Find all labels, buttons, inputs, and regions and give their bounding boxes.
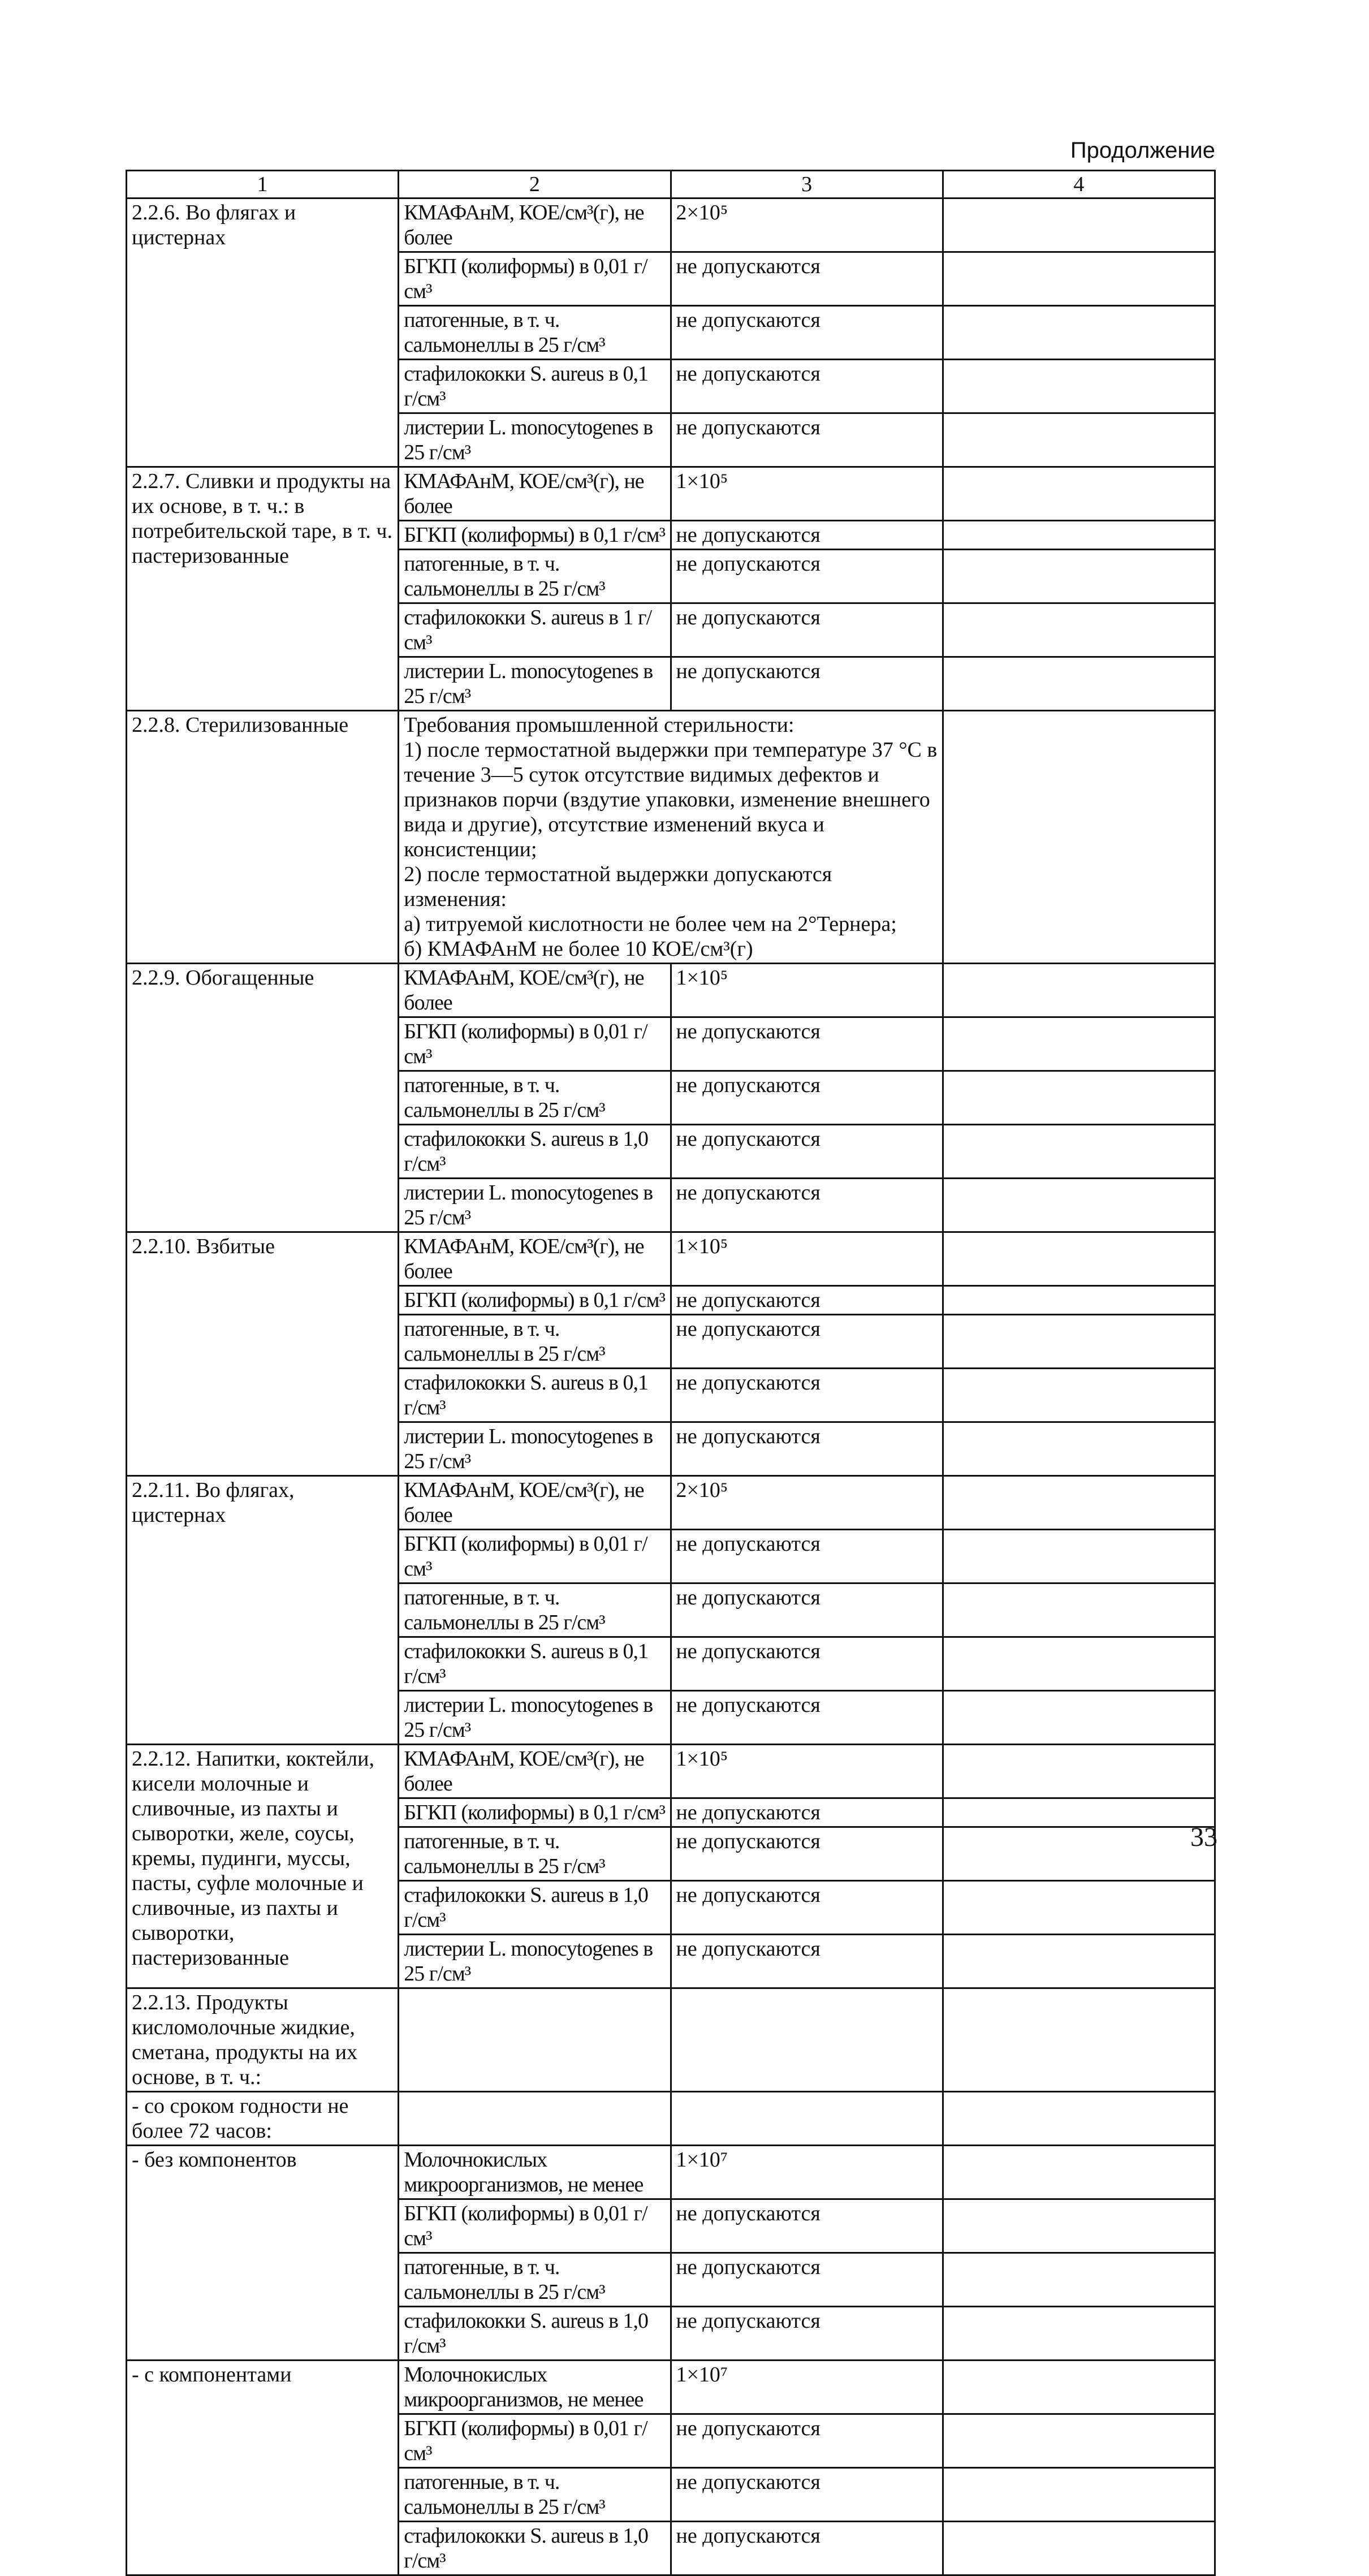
indicator-cell: стафилококки S. aureus в 0,1 г/см³ bbox=[399, 1637, 671, 1691]
empty-cell bbox=[943, 1583, 1215, 1637]
indicator-cell: БГКП (колиформы) в 0,01 г/см³ bbox=[399, 252, 671, 306]
column-number-2: 2 bbox=[399, 171, 671, 199]
empty-cell bbox=[943, 1881, 1215, 1935]
norm-value-cell: не допускаются bbox=[671, 550, 943, 603]
empty-cell bbox=[943, 1422, 1215, 1476]
empty-cell bbox=[943, 2146, 1215, 2199]
empty-cell bbox=[943, 2468, 1215, 2522]
indicator-cell: патогенные, в т. ч. сальмонеллы в 25 г/см³ bbox=[399, 2468, 671, 2522]
product-cell: 2.2.8. Стерилизованные bbox=[127, 711, 399, 964]
empty-cell bbox=[943, 1232, 1215, 1286]
indicator-cell: листерии L. monocytogenes в 25 г/см³ bbox=[399, 1422, 671, 1476]
norm-value-cell: не допускаются bbox=[671, 1827, 943, 1881]
norm-value-cell: 1×10⁷ bbox=[671, 2361, 943, 2414]
product-cell: 2.2.6. Во флягах и цистернах bbox=[127, 199, 399, 467]
norm-value-cell: не допускаются bbox=[671, 1881, 943, 1935]
empty-cell bbox=[943, 603, 1215, 657]
empty-cell bbox=[943, 550, 1215, 603]
norm-value-cell: не допускаются bbox=[671, 1179, 943, 1232]
indicator-cell: листерии L. monocytogenes в 25 г/см³ bbox=[399, 413, 671, 467]
column-number-row bbox=[127, 171, 1215, 199]
norm-value-cell: 1×10⁷ bbox=[671, 2146, 943, 2199]
norm-value-cell: не допускаются bbox=[671, 1422, 943, 1476]
norm-value-cell: не допускаются bbox=[671, 1071, 943, 1125]
empty-cell bbox=[943, 657, 1215, 711]
norm-value-cell: не допускаются bbox=[671, 1125, 943, 1179]
product-cell: 2.2.11. Во флягах, цистернах bbox=[127, 1476, 399, 1745]
indicator-cell: КМАФАнМ, КОЕ/см³(г), не более bbox=[399, 1476, 671, 1530]
norm-value-cell: не допускаются bbox=[671, 2199, 943, 2253]
norm-value-cell: не допускаются bbox=[671, 1691, 943, 1745]
table-row bbox=[127, 1232, 1215, 1286]
empty-cell bbox=[943, 2092, 1215, 2146]
norm-value-cell: не допускаются bbox=[671, 2522, 943, 2575]
column-number-3: 3 bbox=[671, 171, 943, 199]
norm-value-cell: не допускаются bbox=[671, 252, 943, 306]
norm-value-cell: 1×10⁵ bbox=[671, 1745, 943, 1798]
product-cell: - со сроком годности не более 72 часов: bbox=[127, 2092, 399, 2146]
norm-value-cell: не допускаются bbox=[671, 2253, 943, 2307]
empty-cell bbox=[943, 2199, 1215, 2253]
indicator-cell: БГКП (колиформы) в 0,01 г/см³ bbox=[399, 2414, 671, 2468]
indicator-cell: патогенные, в т. ч. сальмонеллы в 25 г/см³ bbox=[399, 1315, 671, 1369]
empty-cell bbox=[943, 1988, 1215, 2092]
norm-value-cell: 1×10⁵ bbox=[671, 467, 943, 521]
empty-cell bbox=[943, 1315, 1215, 1369]
norm-value-cell: не допускаются bbox=[671, 413, 943, 467]
empty-cell bbox=[943, 1798, 1215, 1827]
empty-cell bbox=[399, 2092, 671, 2146]
norm-value-cell: 2×10⁵ bbox=[671, 1476, 943, 1530]
table-body bbox=[127, 199, 1215, 2575]
norm-value-cell: не допускаются bbox=[671, 1369, 943, 1422]
indicator-cell: КМАФАнМ, КОЕ/см³(г), не более bbox=[399, 1745, 671, 1798]
product-cell: - без компонентов bbox=[127, 2146, 399, 2361]
product-cell: 2.2.10. Взбитые bbox=[127, 1232, 399, 1476]
empty-cell bbox=[943, 1286, 1215, 1315]
empty-cell bbox=[943, 252, 1215, 306]
empty-cell bbox=[943, 199, 1215, 252]
norm-value-cell: не допускаются bbox=[671, 2414, 943, 2468]
continuation-label: Продолжение bbox=[1070, 138, 1215, 163]
indicator-cell: патогенные, в т. ч. сальмонеллы в 25 г/см³ bbox=[399, 306, 671, 360]
column-number-4: 4 bbox=[943, 171, 1215, 199]
indicator-cell: листерии L. monocytogenes в 25 г/см³ bbox=[399, 1935, 671, 1988]
norm-value-cell: не допускаются bbox=[671, 1530, 943, 1583]
table-row bbox=[127, 1988, 1215, 2092]
norm-value-cell: не допускаются bbox=[671, 603, 943, 657]
indicator-cell: Молочнокислых микроорганизмов, не менее bbox=[399, 2361, 671, 2414]
norm-value-cell: не допускаются bbox=[671, 1286, 943, 1315]
indicator-cell: стафилококки S. aureus в 1,0 г/см³ bbox=[399, 1881, 671, 1935]
requirements-text-cell: Требования промышленной стерильности: 1) после термостатной выдержки при температуре 37 °С в течение 3—5 суток отсутствие видимых дефектов и признаков порчи (вздутие упаковки, изменение внешнего вида и другие), отсутствие изменений вкуса и консистенции; 2) после термостатной выдержки допускаются изменения: а) титруемой кислотности не более чем на 2°Тернера; б) КМАФАнМ не более 10 КОЕ/см³(г) bbox=[399, 711, 943, 964]
indicator-cell: Молочнокислых микроорганизмов, не менее bbox=[399, 2146, 671, 2199]
table-row bbox=[127, 467, 1215, 521]
indicator-cell: листерии L. monocytogenes в 25 г/см³ bbox=[399, 657, 671, 711]
norm-value-cell: не допускаются bbox=[671, 2307, 943, 2361]
empty-cell bbox=[943, 1369, 1215, 1422]
empty-cell bbox=[943, 711, 1215, 964]
product-cell: 2.2.9. Обогащенные bbox=[127, 964, 399, 1232]
norm-value-cell: не допускаются bbox=[671, 360, 943, 413]
indicator-cell: патогенные, в т. ч. сальмонеллы в 25 г/см³ bbox=[399, 2253, 671, 2307]
norm-value-cell: 1×10⁵ bbox=[671, 1232, 943, 1286]
empty-cell bbox=[943, 360, 1215, 413]
table-row bbox=[127, 2361, 1215, 2414]
indicator-cell: патогенные, в т. ч. сальмонеллы в 25 г/см³ bbox=[399, 1827, 671, 1881]
indicator-cell: КМАФАнМ, КОЕ/см³(г), не более bbox=[399, 964, 671, 1017]
empty-cell bbox=[943, 1935, 1215, 1988]
empty-cell bbox=[943, 306, 1215, 360]
norm-value-cell: не допускаются bbox=[671, 521, 943, 550]
indicator-cell: листерии L. monocytogenes в 25 г/см³ bbox=[399, 1691, 671, 1745]
table-row bbox=[127, 2146, 1215, 2199]
empty-cell bbox=[399, 1988, 671, 2092]
norm-value-cell: не допускаются bbox=[671, 306, 943, 360]
indicator-cell: БГКП (колиформы) в 0,01 г/см³ bbox=[399, 1530, 671, 1583]
empty-cell bbox=[943, 1476, 1215, 1530]
table-row bbox=[127, 199, 1215, 252]
norm-value-cell: не допускаются bbox=[671, 1315, 943, 1369]
indicator-cell: патогенные, в т. ч. сальмонеллы в 25 г/см³ bbox=[399, 550, 671, 603]
empty-cell bbox=[671, 2092, 943, 2146]
norm-value-cell: не допускаются bbox=[671, 657, 943, 711]
norm-value-cell: не допускаются bbox=[671, 1935, 943, 1988]
norm-value-cell: не допускаются bbox=[671, 2468, 943, 2522]
table-row bbox=[127, 964, 1215, 1017]
indicator-cell: БГКП (колиформы) в 0,01 г/см³ bbox=[399, 1017, 671, 1071]
empty-cell bbox=[943, 1125, 1215, 1179]
requirements-table bbox=[126, 170, 1216, 2576]
indicator-cell: КМАФАнМ, КОЕ/см³(г), не более bbox=[399, 467, 671, 521]
table-row bbox=[127, 711, 1215, 964]
empty-cell bbox=[943, 1017, 1215, 1071]
empty-cell bbox=[943, 1691, 1215, 1745]
indicator-cell: стафилококки S. aureus в 1,0 г/см³ bbox=[399, 1125, 671, 1179]
empty-cell bbox=[943, 2253, 1215, 2307]
empty-cell bbox=[943, 964, 1215, 1017]
table-row bbox=[127, 1476, 1215, 1530]
indicator-cell: стафилококки S. aureus в 1 г/см³ bbox=[399, 603, 671, 657]
empty-cell bbox=[943, 1530, 1215, 1583]
indicator-cell: стафилококки S. aureus в 1,0 г/см³ bbox=[399, 2522, 671, 2575]
empty-cell bbox=[943, 2414, 1215, 2468]
indicator-cell: БГКП (колиформы) в 0,1 г/см³ bbox=[399, 1286, 671, 1315]
indicator-cell: стафилококки S. aureus в 1,0 г/см³ bbox=[399, 2307, 671, 2361]
empty-cell bbox=[943, 1745, 1215, 1798]
indicator-cell: стафилококки S. aureus в 0,1 г/см³ bbox=[399, 1369, 671, 1422]
product-cell: 2.2.13. Продукты кисломолочные жидкие, сметана, продукты на их основе, в т. ч.: bbox=[127, 1988, 399, 2092]
indicator-cell: патогенные, в т. ч. сальмонеллы в 25 г/см³ bbox=[399, 1583, 671, 1637]
indicator-cell: листерии L. monocytogenes в 25 г/см³ bbox=[399, 1179, 671, 1232]
indicator-cell: БГКП (колиформы) в 0,01 г/см³ bbox=[399, 2199, 671, 2253]
column-number-1: 1 bbox=[127, 171, 399, 199]
norm-value-cell: не допускаются bbox=[671, 1017, 943, 1071]
indicator-cell: патогенные, в т. ч. сальмонеллы в 25 г/см³ bbox=[399, 1071, 671, 1125]
empty-cell bbox=[943, 521, 1215, 550]
indicator-cell: КМАФАнМ, КОЕ/см³(г), не более bbox=[399, 1232, 671, 1286]
norm-value-cell: не допускаются bbox=[671, 1798, 943, 1827]
empty-cell bbox=[943, 2307, 1215, 2361]
table-row bbox=[127, 1745, 1215, 1798]
empty-cell bbox=[943, 413, 1215, 467]
empty-cell bbox=[943, 1179, 1215, 1232]
empty-cell bbox=[943, 1827, 1215, 1881]
product-cell: 2.2.12. Напитки, коктейли, кисели молочные и сливочные, из пахты и сыворотки, желе, соусы, кремы, пудинги, муссы, пасты, суфле молочные и сливочные, из пахты и сыворотки, пастеризованные bbox=[127, 1745, 399, 1988]
empty-cell bbox=[943, 467, 1215, 521]
empty-cell bbox=[943, 1637, 1215, 1691]
product-cell: - с компонентами bbox=[127, 2361, 399, 2575]
empty-cell bbox=[943, 2361, 1215, 2414]
indicator-cell: БГКП (колиформы) в 0,1 г/см³ bbox=[399, 1798, 671, 1827]
norm-value-cell: не допускаются bbox=[671, 1583, 943, 1637]
norm-value-cell: 1×10⁵ bbox=[671, 964, 943, 1017]
empty-cell bbox=[943, 2522, 1215, 2575]
indicator-cell: БГКП (колиформы) в 0,1 г/см³ bbox=[399, 521, 671, 550]
page-number: 33 bbox=[1190, 1822, 1217, 1852]
norm-value-cell: 2×10⁵ bbox=[671, 199, 943, 252]
empty-cell bbox=[671, 1988, 943, 2092]
indicator-cell: стафилококки S. aureus в 0,1 г/см³ bbox=[399, 360, 671, 413]
product-cell: 2.2.7. Сливки и продукты на их основе, в т. ч.: в потребительской таре, в т. ч. пастеризованные bbox=[127, 467, 399, 711]
empty-cell bbox=[943, 1071, 1215, 1125]
indicator-cell: КМАФАнМ, КОЕ/см³(г), не более bbox=[399, 199, 671, 252]
table-row bbox=[127, 2092, 1215, 2146]
norm-value-cell: не допускаются bbox=[671, 1637, 943, 1691]
